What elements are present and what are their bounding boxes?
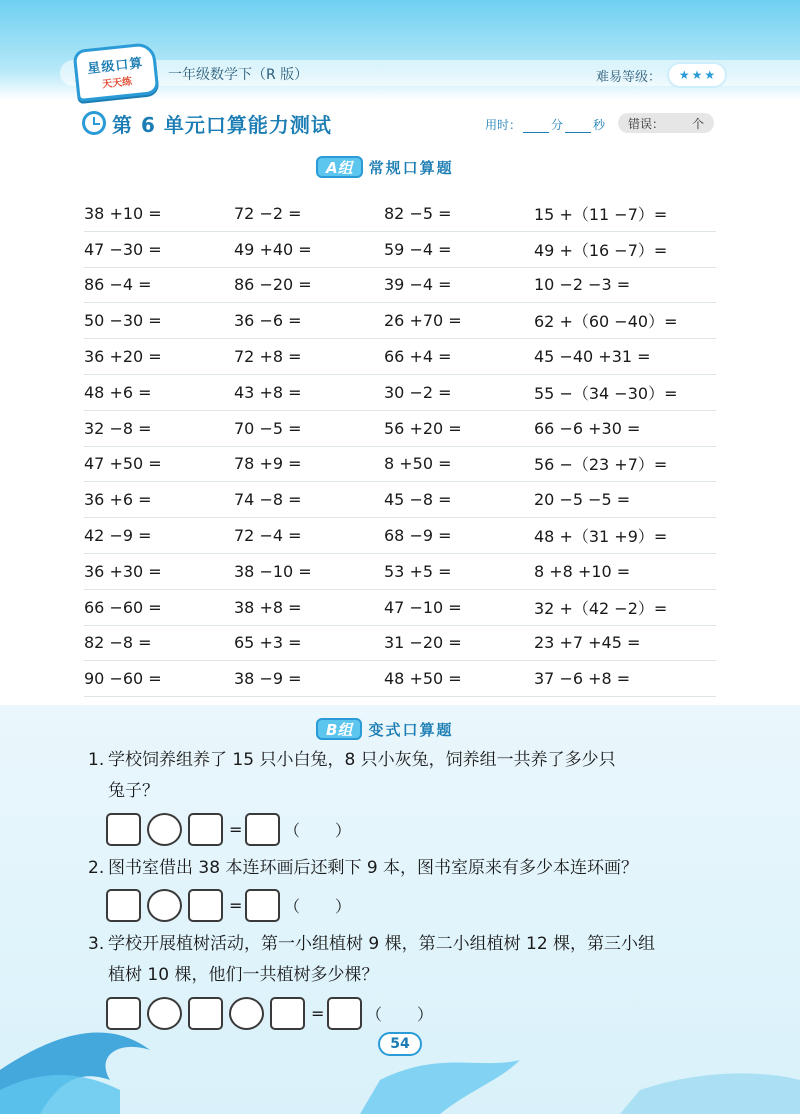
logo-text: 星级口算 bbox=[86, 56, 145, 77]
problem-text-continued: 植树 10 棵，他们一共植树多少棵？ bbox=[108, 965, 379, 985]
exercise-item: 49 +40 = bbox=[234, 239, 312, 259]
exercise-item: 66 −60 = bbox=[84, 597, 162, 617]
exercise-item: 42 −9 = bbox=[84, 526, 152, 546]
exercise-row bbox=[84, 626, 716, 662]
result-box[interactable] bbox=[245, 813, 280, 846]
exercise-row bbox=[84, 518, 716, 554]
exercise-item: 47 −30 = bbox=[84, 239, 162, 259]
exercise-item: 66 −6 +30 = bbox=[534, 418, 641, 438]
exercise-row bbox=[84, 590, 716, 626]
equals-sign: = bbox=[311, 1004, 325, 1023]
exercise-row bbox=[84, 303, 716, 339]
section-b-title: 变式口算题 bbox=[368, 720, 454, 739]
number-box[interactable] bbox=[106, 813, 141, 846]
exercise-item: 32 −8 = bbox=[84, 418, 152, 438]
exercise-item: 15 +（11 −7）= bbox=[534, 204, 668, 224]
difficulty-cloud bbox=[669, 64, 725, 86]
problem-text-continued: 兔子？ bbox=[108, 781, 159, 801]
subject-label: 一年级数学下（R 版） bbox=[168, 67, 309, 83]
number-box[interactable] bbox=[188, 889, 223, 922]
exercise-item: 47 −10 = bbox=[384, 597, 462, 617]
exercise-item: 23 +7 +45 = bbox=[534, 633, 641, 653]
exercise-row bbox=[84, 232, 716, 268]
word-problem-2 bbox=[88, 853, 728, 884]
problem-number: 3. bbox=[88, 934, 105, 954]
exercise-item: 38 −10 = bbox=[234, 561, 312, 581]
exercise-item: 48 +50 = bbox=[384, 669, 462, 689]
errors-unit: 个 bbox=[691, 116, 704, 131]
minutes-blank[interactable] bbox=[523, 121, 549, 133]
exercise-item: 47 +50 = bbox=[84, 454, 162, 474]
exercise-row bbox=[84, 447, 716, 483]
section-b-tag: B组 bbox=[316, 718, 362, 740]
operator-circle[interactable] bbox=[147, 889, 182, 922]
exercise-item: 36 +30 = bbox=[84, 561, 162, 581]
exercise-item: 82 −5 = bbox=[384, 203, 452, 223]
exercise-item: 68 −9 = bbox=[384, 526, 452, 546]
exercise-row bbox=[84, 268, 716, 304]
minute-label: 分 bbox=[551, 118, 564, 132]
section-a-title: 常规口算题 bbox=[368, 158, 454, 177]
exercise-item: 53 +5 = bbox=[384, 561, 452, 581]
exercise-row bbox=[84, 196, 716, 232]
problem-text: 图书室借出 38 本连环画后还剩下 9 本，图书室原来有多少本连环画？ bbox=[108, 858, 639, 878]
unit-parentheses[interactable]: （ ） bbox=[284, 897, 353, 916]
exercise-row bbox=[84, 411, 716, 447]
exercise-item: 43 +8 = bbox=[234, 382, 302, 402]
exercise-item: 90 −60 = bbox=[84, 669, 162, 689]
exercise-item: 72 −4 = bbox=[234, 526, 302, 546]
exercise-row bbox=[84, 482, 716, 518]
wave-decoration bbox=[0, 1010, 800, 1114]
exercise-item: 39 −4 = bbox=[384, 275, 452, 295]
exercise-row bbox=[84, 375, 716, 411]
exercise-item: 78 +9 = bbox=[234, 454, 302, 474]
clock-icon bbox=[82, 111, 106, 135]
operator-circle[interactable] bbox=[147, 813, 182, 846]
exercise-item: 48 +6 = bbox=[84, 382, 152, 402]
exercise-item: 45 −8 = bbox=[384, 490, 452, 510]
result-box[interactable] bbox=[245, 889, 280, 922]
exercise-item: 82 −8 = bbox=[84, 633, 152, 653]
page-number: 54 bbox=[378, 1032, 422, 1056]
section-a-tag: A组 bbox=[316, 156, 363, 178]
exercise-item: 86 −20 = bbox=[234, 275, 312, 295]
exercise-item: 38 +8 = bbox=[234, 597, 302, 617]
logo-subtext: 天天练 bbox=[101, 76, 133, 91]
unit-parentheses[interactable]: （ ） bbox=[284, 821, 353, 840]
exercise-item: 36 +20 = bbox=[84, 347, 162, 367]
star-icon: ★ bbox=[691, 68, 703, 82]
answer-formula-1 bbox=[106, 813, 352, 846]
exercise-item: 74 −8 = bbox=[234, 490, 302, 510]
difficulty-rating bbox=[596, 64, 725, 86]
exercise-row bbox=[84, 339, 716, 375]
exercise-item: 10 −2 −3 = bbox=[534, 275, 631, 295]
problem-number: 1. bbox=[88, 750, 105, 770]
exercise-item: 8 +50 = bbox=[384, 454, 452, 474]
time-field bbox=[485, 116, 605, 133]
exercise-item: 65 +3 = bbox=[234, 633, 302, 653]
star-icon: ★ bbox=[704, 68, 716, 82]
number-box[interactable] bbox=[106, 889, 141, 922]
exercise-row bbox=[84, 554, 716, 590]
exercise-item: 31 −20 = bbox=[384, 633, 462, 653]
exercise-item: 38 +10 = bbox=[84, 203, 162, 223]
exercise-item: 20 −5 −5 = bbox=[534, 490, 631, 510]
exercise-item: 37 −6 +8 = bbox=[534, 669, 631, 689]
exercise-item: 32 +（42 −2）= bbox=[534, 598, 668, 618]
exercise-row bbox=[84, 661, 716, 697]
problem-text: 学校开展植树活动，第一小组植树 9 棵，第二小组植树 12 棵，第三小组 bbox=[108, 934, 656, 954]
exercise-item: 59 −4 = bbox=[384, 239, 452, 259]
equals-sign: = bbox=[229, 820, 243, 839]
problem-number: 2. bbox=[88, 858, 105, 878]
exercise-item: 86 −4 = bbox=[84, 275, 152, 295]
section-a-header bbox=[316, 154, 454, 180]
exercise-item: 45 −40 +31 = bbox=[534, 347, 651, 367]
word-problem-3 bbox=[88, 929, 728, 991]
exercise-item: 36 −6 = bbox=[234, 311, 302, 331]
seconds-blank[interactable] bbox=[565, 121, 591, 133]
problem-text: 学校饲养组养了 15 只小白兔，8 只小灰兔，饲养组一共养了多少只 bbox=[108, 750, 616, 770]
book-logo bbox=[73, 42, 160, 102]
exercise-item: 62 +（60 −40）= bbox=[534, 312, 678, 332]
exercise-item: 48 +（31 +9）= bbox=[534, 527, 668, 547]
exercise-item: 72 −2 = bbox=[234, 203, 302, 223]
errors-field[interactable] bbox=[618, 113, 714, 133]
difficulty-label: 难易等级： bbox=[596, 69, 662, 85]
exercise-item: 26 +70 = bbox=[384, 311, 462, 331]
page-title: 第 6 单元口算能力测试 bbox=[112, 112, 332, 137]
arithmetic-grid bbox=[84, 196, 716, 697]
star-icon: ★ bbox=[678, 68, 690, 82]
exercise-item: 66 +4 = bbox=[384, 347, 452, 367]
exercise-item: 49 +（16 −7）= bbox=[534, 240, 668, 260]
exercise-item: 38 −9 = bbox=[234, 669, 302, 689]
exercise-item: 8 +8 +10 = bbox=[534, 561, 631, 581]
equals-sign: = bbox=[229, 896, 243, 915]
errors-label: 错误： bbox=[628, 116, 665, 131]
time-label: 用时： bbox=[485, 118, 522, 132]
exercise-item: 55 −（34 −30）= bbox=[534, 383, 678, 403]
exercise-item: 50 −30 = bbox=[84, 311, 162, 331]
exercise-item: 30 −2 = bbox=[384, 382, 452, 402]
number-box[interactable] bbox=[188, 813, 223, 846]
exercise-item: 70 −5 = bbox=[234, 418, 302, 438]
unit-parentheses[interactable]: （ ） bbox=[366, 1005, 435, 1024]
exercise-item: 56 +20 = bbox=[384, 418, 462, 438]
section-b-header bbox=[316, 716, 453, 742]
exercise-item: 36 +6 = bbox=[84, 490, 152, 510]
exercise-item: 56 −（23 +7）= bbox=[534, 455, 668, 475]
exercise-item: 72 +8 = bbox=[234, 347, 302, 367]
word-problem-1 bbox=[88, 745, 728, 807]
answer-formula-2 bbox=[106, 889, 352, 922]
second-label: 秒 bbox=[593, 118, 606, 132]
